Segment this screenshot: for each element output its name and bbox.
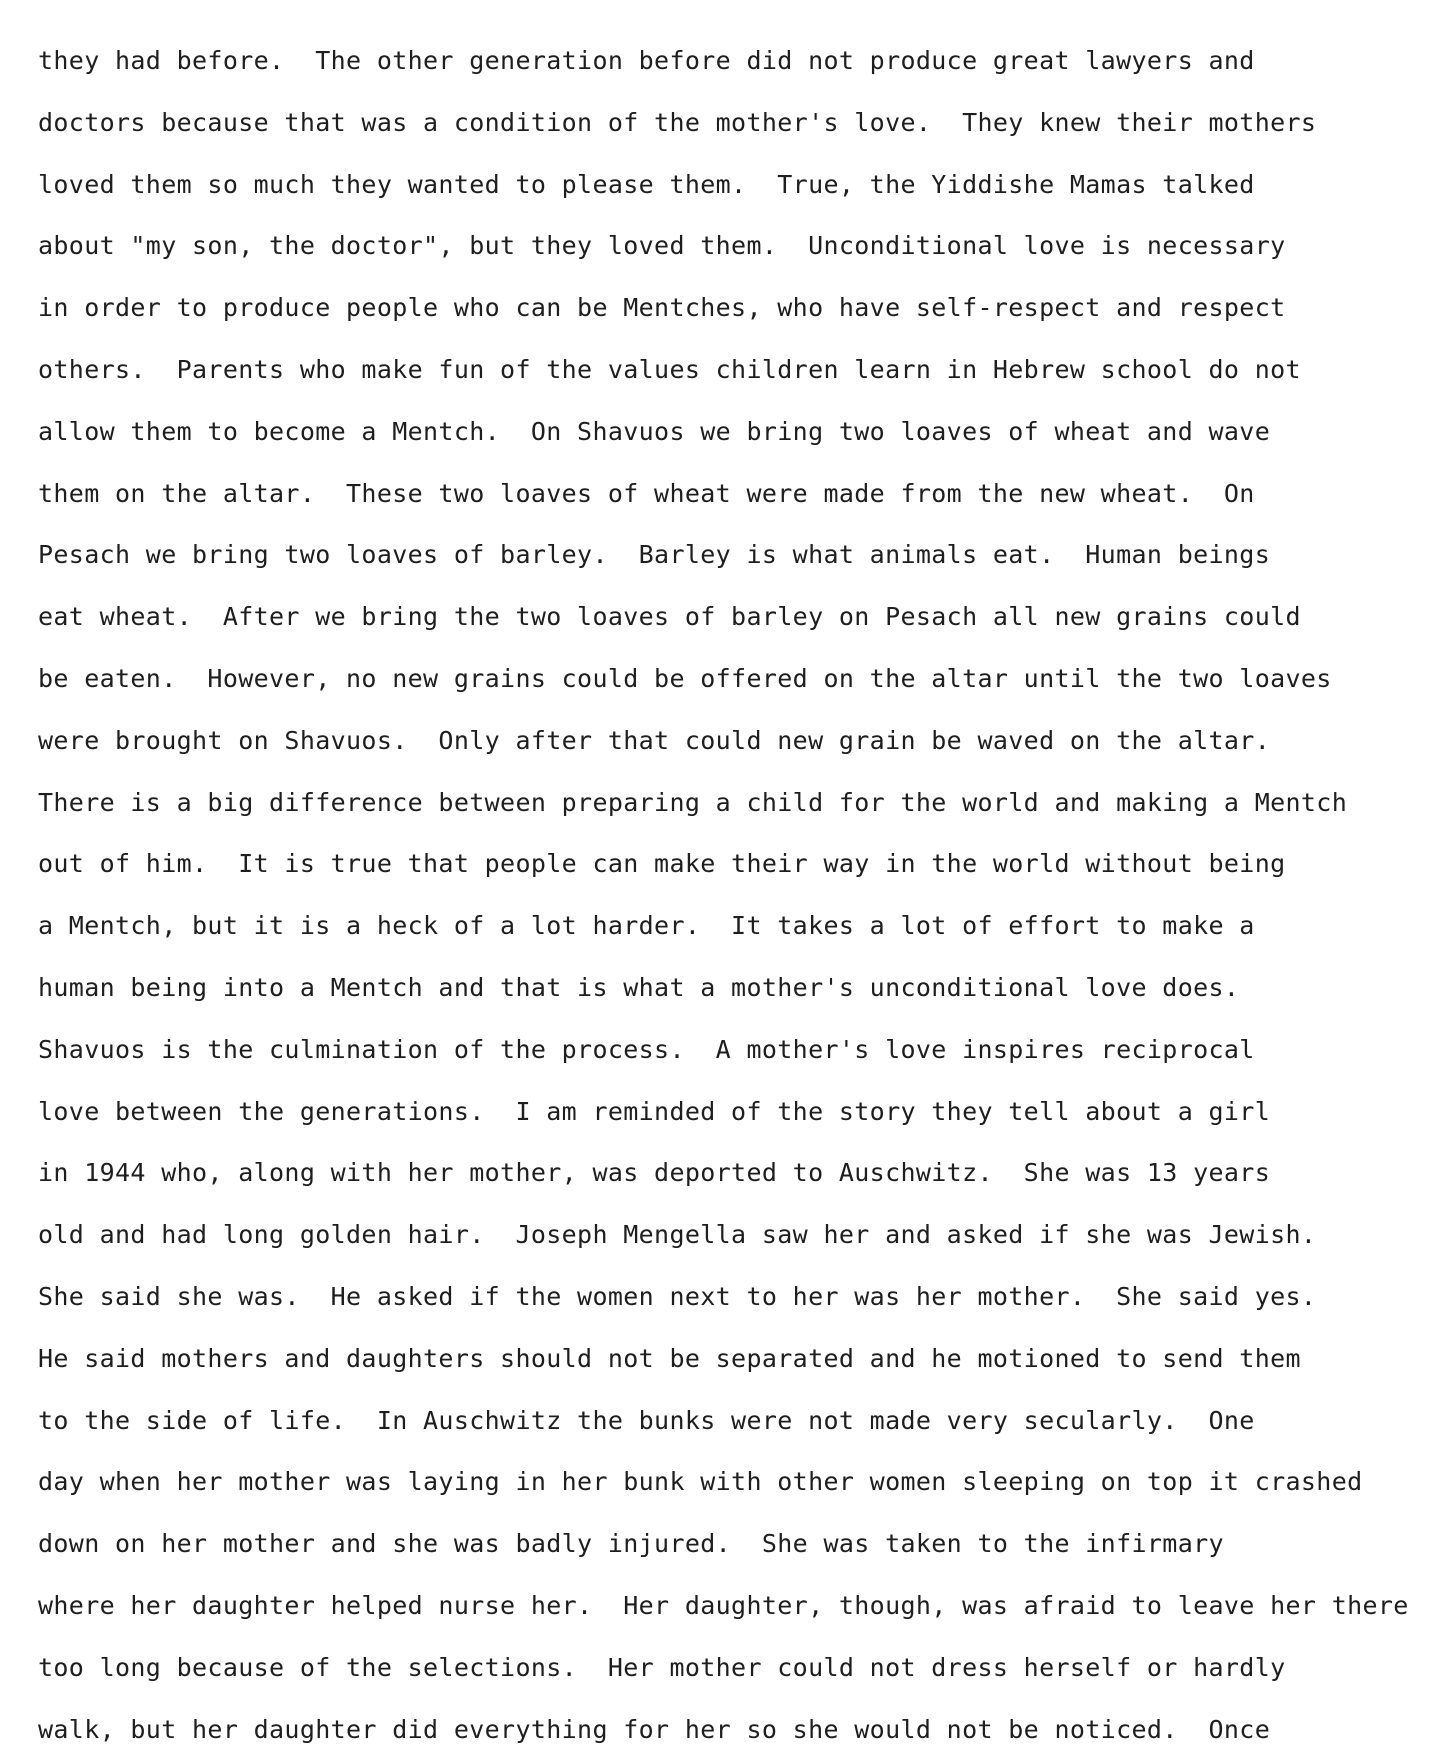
text-line: out of him. It is true that people can make their way in the world without being	[38, 849, 1286, 879]
text-line: Pesach we bring two loaves of barley. Barley is what animals eat. Human beings	[38, 540, 1271, 570]
typewritten-text-block	[38, 30, 1418, 1760]
text-line: day when her mother was laying in her bunk with other women sleeping on top it crashed	[38, 1467, 1363, 1497]
text-line: be eaten. However, no new grains could be offered on the altar until the two loaves	[38, 663, 1332, 693]
text-line: loved them so much they wanted to please them. True, the Yiddishe Mamas talked	[38, 169, 1255, 199]
text-line: to the side of life. In Auschwitz the bunks were not made very secularly. One	[38, 1405, 1255, 1435]
text-line: about "my son, the doctor", but they loved them. Unconditional love is necessary	[38, 231, 1286, 261]
text-line: a Mentch, but it is a heck of a lot harder. It takes a lot of effort to make a	[38, 911, 1255, 941]
text-line: human being into a Mentch and that is what a mother's unconditional love does.	[38, 972, 1240, 1002]
text-line: in 1944 who, along with her mother, was deported to Auschwitz. She was 13 years	[38, 1158, 1271, 1188]
text-line: they had before. The other generation before did not produce great lawyers and	[38, 46, 1255, 75]
text-line: others. Parents who make fun of the values children learn in Hebrew school do not	[38, 354, 1301, 384]
text-line: them on the altar. These two loaves of wheat were made from the new wheat. On	[38, 478, 1255, 508]
text-line: in order to produce people who can be Mentches, who have self-respect and respect	[38, 293, 1286, 323]
text-line: love between the generations. I am reminded of the story they tell about a girl	[38, 1096, 1271, 1126]
text-line: walk, but her daughter did everything for her so she would not be noticed. Once	[38, 1714, 1271, 1744]
text-line: Shavuos is the culmination of the process. A mother's love inspires reciprocal	[38, 1034, 1255, 1064]
text-line: doctors because that was a condition of the mother's love. They knew their mothers	[38, 107, 1317, 137]
text-line: were brought on Shavuos. Only after that could new grain be waved on the altar.	[38, 725, 1271, 755]
text-line: allow them to become a Mentch. On Shavuos we bring two loaves of wheat and wave	[38, 416, 1271, 446]
text-line: There is a big difference between preparing a child for the world and making a Mentch	[38, 787, 1348, 817]
text-line: He said mothers and daughters should not be separated and he motioned to send them	[38, 1343, 1301, 1373]
text-line: down on her mother and she was badly injured. She was taken to the infirmary	[38, 1529, 1224, 1559]
text-line: too long because of the selections. Her mother could not dress herself or hardly	[38, 1652, 1286, 1682]
text-line: where her daughter helped nurse her. Her daughter, though, was afraid to leave her there	[38, 1590, 1409, 1620]
text-line: eat wheat. After we bring the two loaves of barley on Pesach all new grains could	[38, 602, 1301, 632]
text-line: She said she was. He asked if the women next to her was her mother. She said yes.	[38, 1281, 1317, 1311]
text-line: old and had long golden hair. Joseph Mengella saw her and asked if she was Jewish.	[38, 1220, 1317, 1250]
